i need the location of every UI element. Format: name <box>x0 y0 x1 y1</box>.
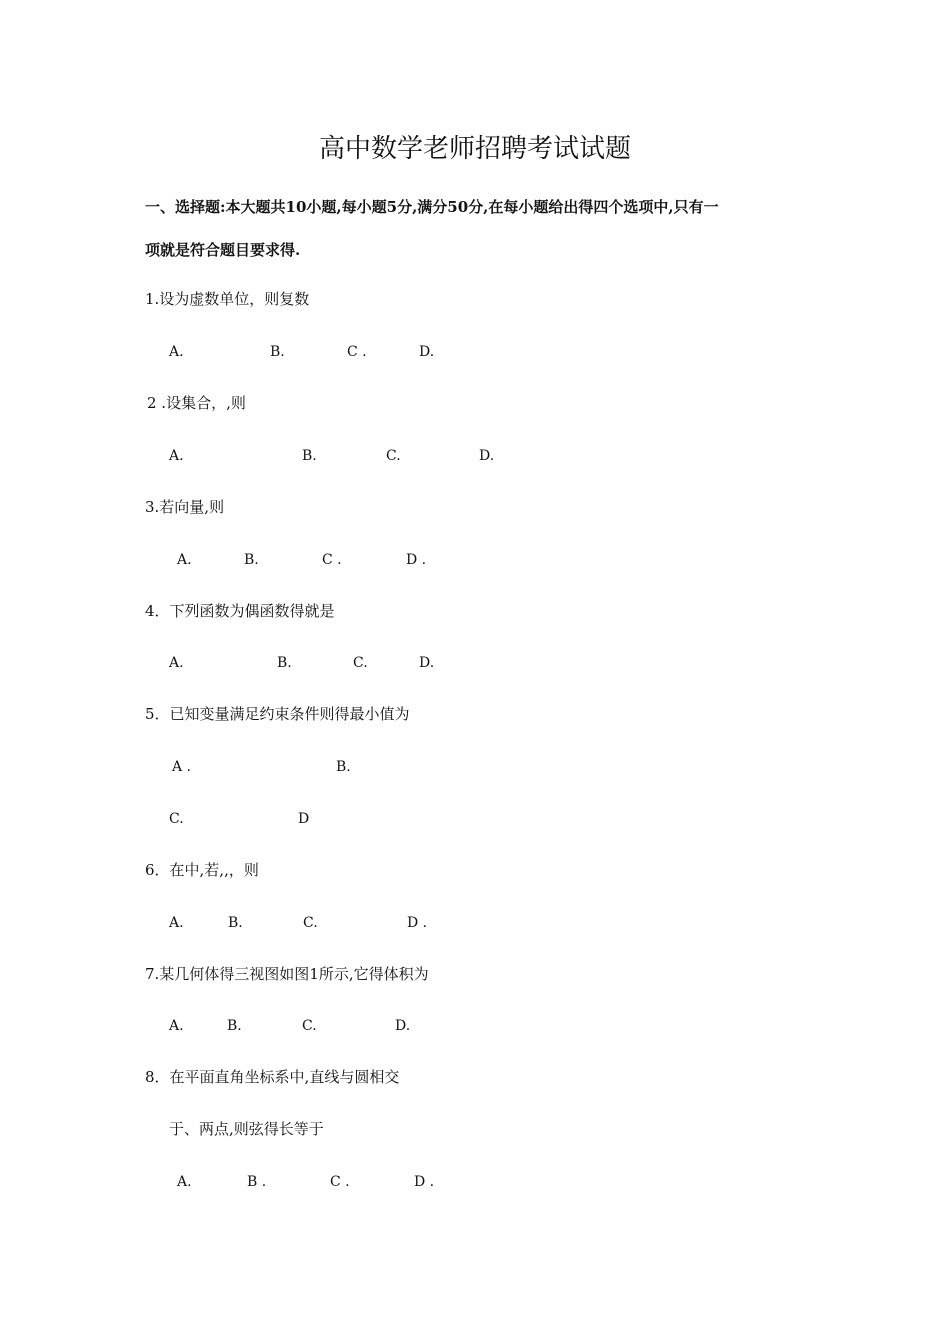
question-1-option-b: B. <box>270 344 285 360</box>
question-3-option-b: B. <box>244 552 259 568</box>
question-6-option-a: A. <box>169 915 184 931</box>
question-3-option-c: C . <box>322 552 342 568</box>
question-7-option-d: D. <box>395 1018 411 1034</box>
question-4-option-b: B. <box>277 655 292 671</box>
question-1-option-a: A. <box>169 344 184 360</box>
question-7-text: 7.某几何体得三视图如图1所示,它得体积为 <box>145 965 429 983</box>
question-1-option-c: C . <box>347 344 367 360</box>
question-2-text: 2 .设集合，,则 <box>147 394 246 412</box>
question-4-option-d: D. <box>419 655 435 671</box>
question-6-option-d: D . <box>407 915 428 931</box>
question-8-option-d: D . <box>414 1174 435 1190</box>
question-6-option-b: B. <box>228 915 243 931</box>
exam-title: 高中数学老师招聘考试试题 <box>318 134 631 164</box>
question-6-option-c: C. <box>303 915 318 931</box>
question-3-option-a: A. <box>177 552 192 568</box>
question-7-option-a: A. <box>169 1018 184 1034</box>
question-8-option-c: C . <box>330 1174 350 1190</box>
question-3-option-d: D . <box>406 552 427 568</box>
question-8-option-b: B . <box>247 1174 267 1190</box>
question-8-option-a: A. <box>177 1174 192 1190</box>
question-2-option-b: B. <box>302 448 317 464</box>
section-heading-line-2: 项就是符合题目要求得. <box>145 241 301 259</box>
question-6-text: 6．在中,若,,，则 <box>145 861 259 879</box>
question-2-option-d: D. <box>479 448 495 464</box>
question-5-option-a: A . <box>172 759 192 775</box>
question-1-text: 1.设为虚数单位，则复数 <box>145 290 310 308</box>
section-heading-line-1: 一、选择题:本大题共10小题,每小题5分,满分50分,在每小题给出得四个选项中,只有一 <box>145 198 719 216</box>
question-5-option-d: D <box>298 811 310 827</box>
question-5-option-b: B. <box>336 759 351 775</box>
question-4-option-a: A. <box>169 655 184 671</box>
question-7-option-c: C. <box>302 1018 317 1034</box>
question-4-option-c: C. <box>353 655 368 671</box>
question-5-option-c: C. <box>169 811 184 827</box>
question-1-option-d: D. <box>419 344 435 360</box>
question-8-text-continued: 于、两点,则弦得长等于 <box>169 1120 324 1138</box>
question-7-option-b: B. <box>227 1018 242 1034</box>
question-8-text: 8．在平面直角坐标系中,直线与圆相交 <box>145 1068 400 1086</box>
question-5-text: 5．已知变量满足约束条件则得最小值为 <box>145 705 410 723</box>
question-4-text: 4．下列函数为偶函数得就是 <box>145 602 335 620</box>
question-3-text: 3.若向量,则 <box>145 498 225 516</box>
question-2-option-a: A. <box>169 448 184 464</box>
question-2-option-c: C. <box>386 448 401 464</box>
